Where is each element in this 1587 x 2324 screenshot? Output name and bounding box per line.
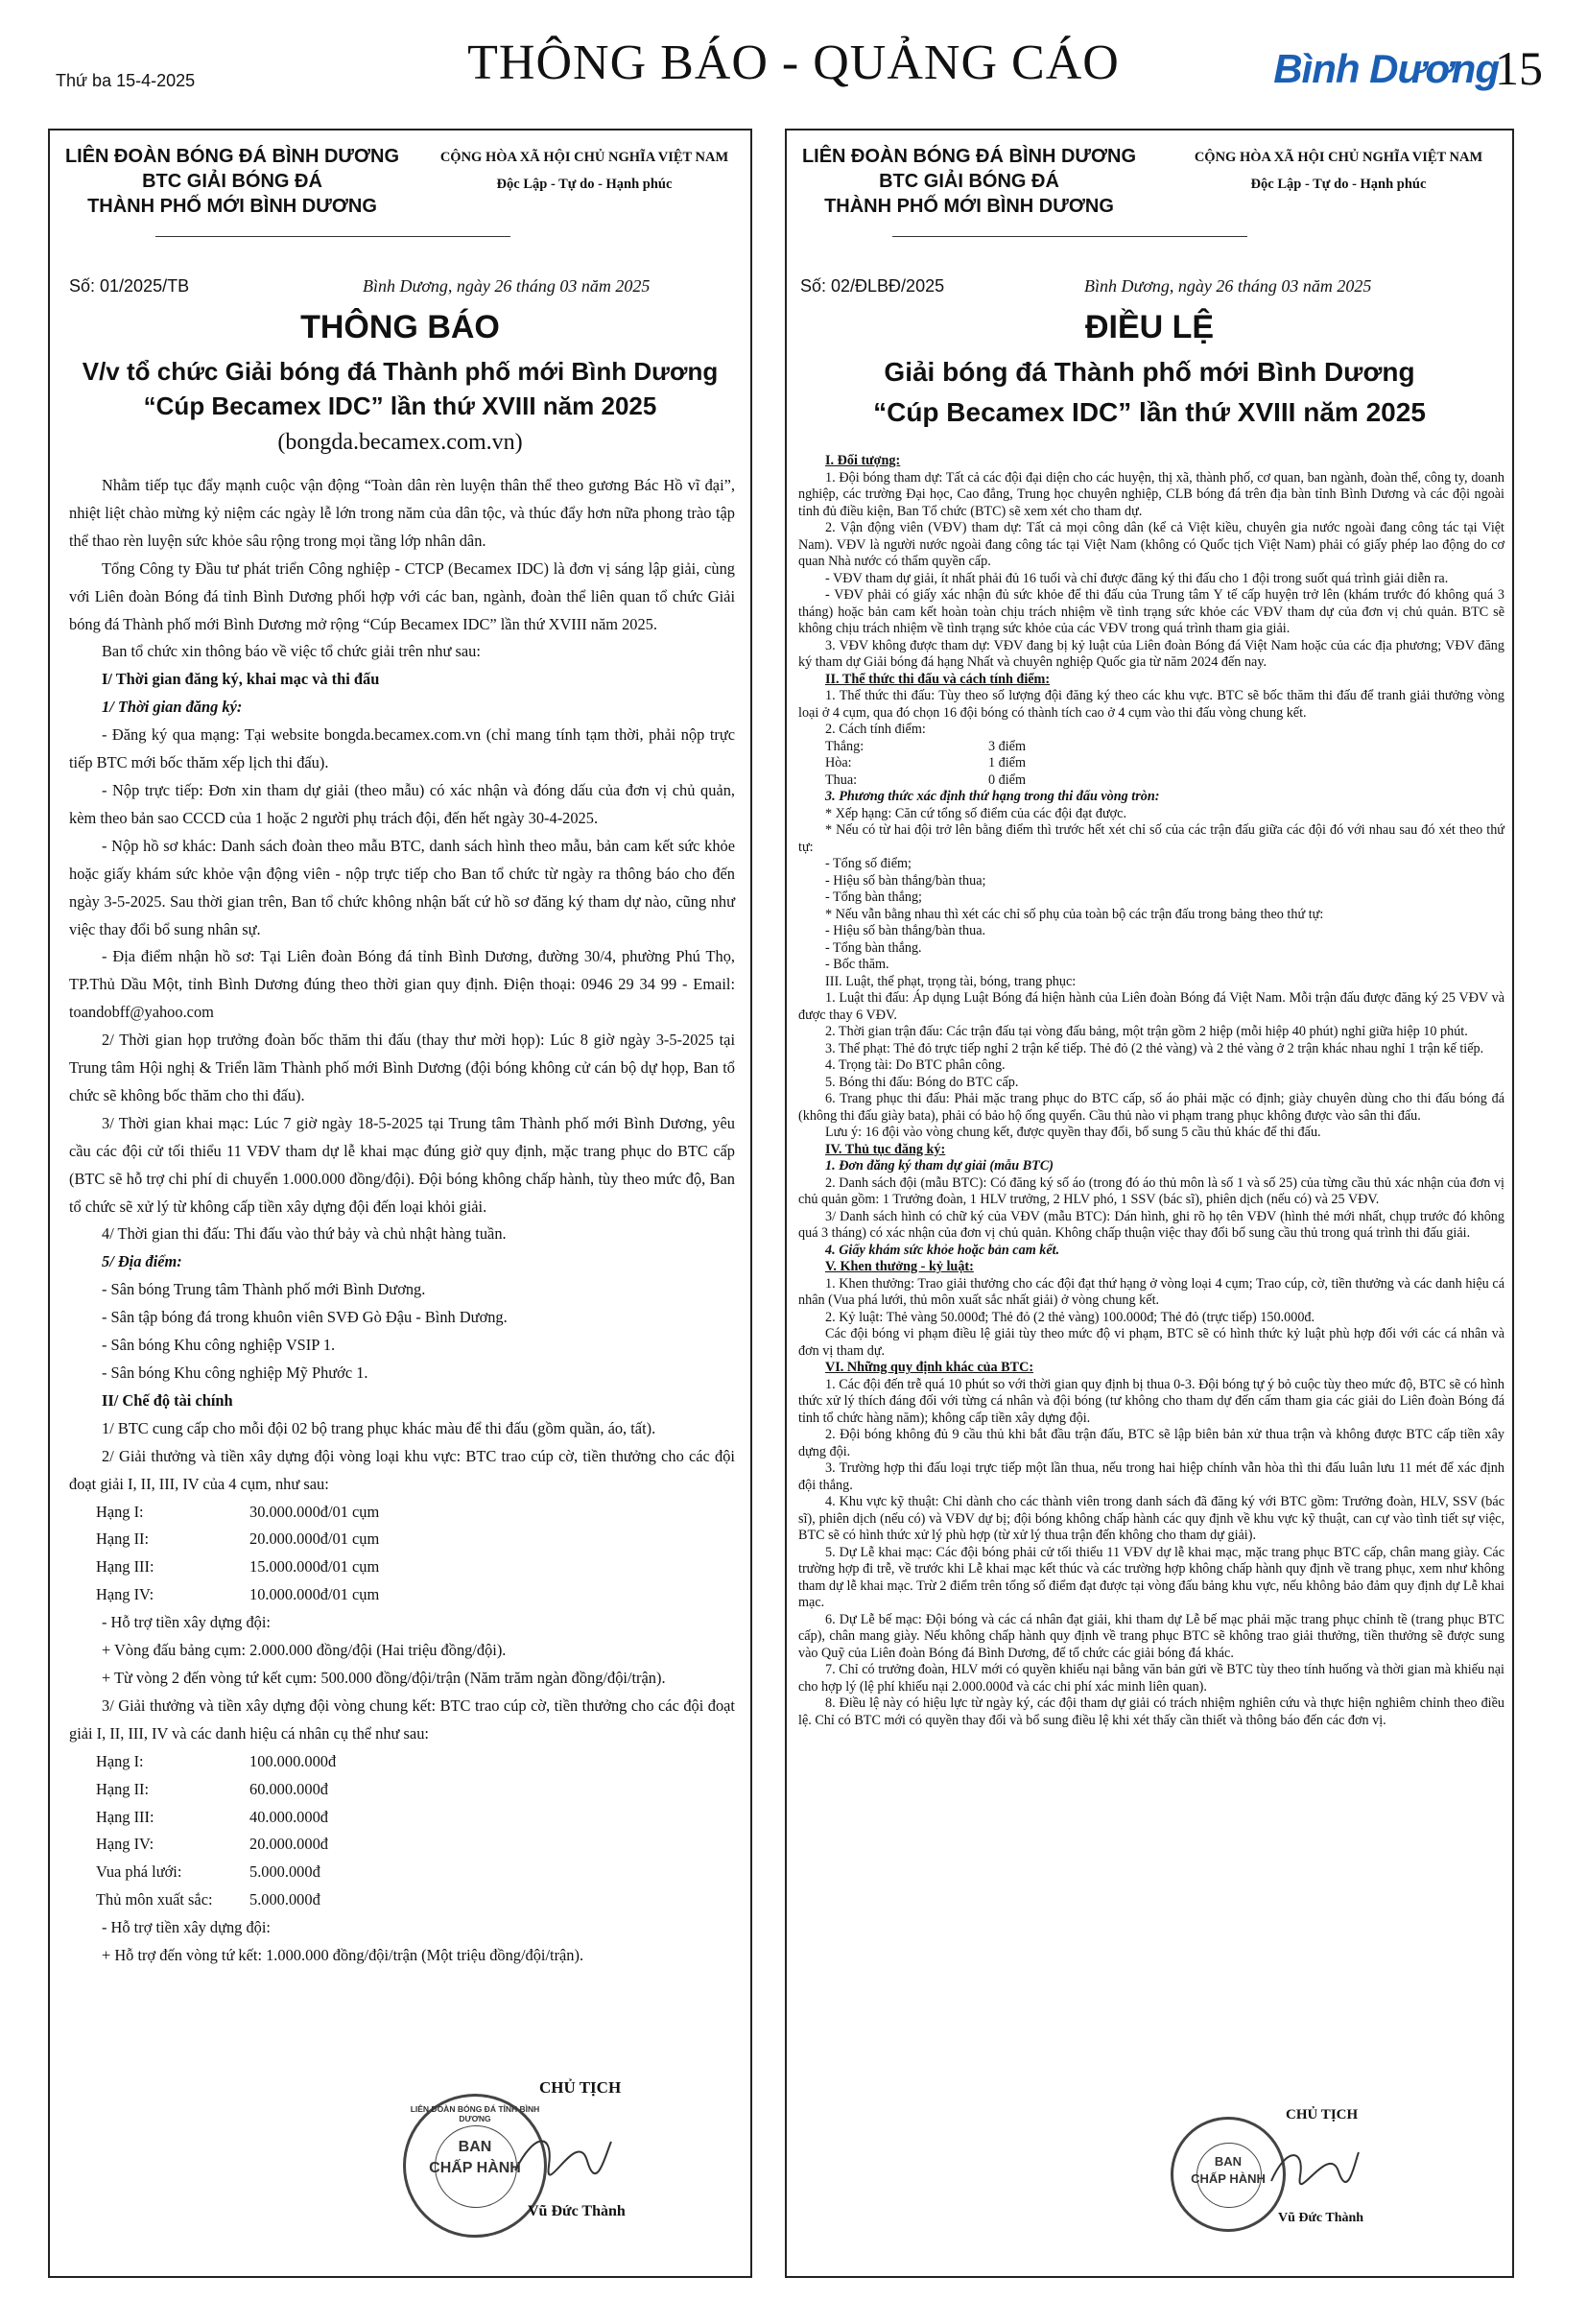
paragraph: - Nộp hồ sơ khác: Danh sách đoàn theo mẫu BTC, danh sách hình theo mẫu, bản cam kết sức khỏe hoặc giấy khám sức khỏe vận động viên - nộp trực tiếp cho Ban tổ chức từ ngày ra thông báo cho đến ngày 3-5-2025. Sau thời gian trên, Ban tổ chức không nhận bất cứ hồ sơ đăng ký tham dự nào, cũng như việc thay đổi bổ sung nhân sự. bbox=[69, 836, 735, 938]
prize-row bbox=[69, 1553, 735, 1581]
section-heading: II/ Chế độ tài chính bbox=[102, 1390, 233, 1410]
document-number: Số: 02/ĐLBĐ/2025 bbox=[800, 276, 945, 296]
signer-name: Vũ Đức Thành bbox=[528, 2203, 626, 2219]
clause: 2. Kỷ luật: Thẻ vàng 50.000đ; Thẻ đỏ (2 thẻ vàng) 100.000đ; Thẻ đỏ (trực tiếp) 150.000đ. bbox=[825, 1309, 1315, 1325]
signer-title: CHỦ TỊCH bbox=[1286, 2107, 1359, 2122]
clause: 1. Đơn đăng ký tham dự giải (mẫu BTC) bbox=[825, 1158, 1054, 1174]
charter-title: ĐIỀU LỆ bbox=[1084, 309, 1215, 345]
paragraph: 2/ Giải thưởng và tiền xây dựng đội vòng loại khu vực: BTC trao cúp cờ, tiền thưởng cho các đội đoạt giải I, II, III, IV của 4 cụm, như sau: bbox=[69, 1446, 735, 1493]
venue-item: - Sân bóng Trung tâm Thành phố mới Bình Dương. bbox=[102, 1280, 426, 1299]
section-heading: I. Đối tượng: bbox=[825, 453, 901, 468]
prize-amount: 15.000.000đ/01 cụm bbox=[249, 1557, 380, 1577]
prize-amount: 40.000.000đ bbox=[249, 1807, 328, 1826]
paragraph: - Nộp trực tiếp: Đơn xin tham dự giải (theo mẫu) có xác nhận và đóng dấu của đơn vị chủ quản, kèm theo bản sao CCCD của 1 hoặc 2 người phụ trách đội, đến hết ngày 30-4-2025. bbox=[69, 780, 735, 827]
clause: * Nếu vẫn bằng nhau thì xét các chỉ số phụ của toàn bộ các trận đấu trong bảng theo thứ tự: bbox=[825, 906, 1324, 922]
divider bbox=[892, 236, 1247, 237]
section-heading: VI. Những quy định khác của BTC: bbox=[825, 1360, 1034, 1375]
clause: 1. Thể thức thi đấu: Tùy theo số lượng đội đăng ký theo các khu vực. BTC sẽ bốc thăm thi đấu để tranh giải thưởng vòng loại ở 4 cụm, qua đó chọn 16 đội bóng có thành tích cao ở 4 cụm vào thi đấu vòng chung kết. bbox=[798, 688, 1504, 721]
paragraph: - Đăng ký qua mạng: Tại website bongda.becamex.com.vn (chỉ mang tính tạm thời, phải nộp trực tiếp BTC mới bốc thăm xếp lịch thi đấu). bbox=[69, 725, 735, 772]
clause: 4. Giấy khám sức khỏe hoặc bản cam kết. bbox=[825, 1242, 1060, 1258]
clause: 6. Trang phục thi đấu: Phải mặc trang phục do BTC cấp, số áo phải mặc có định; giày chuyên dùng cho thi đấu bóng đá (không thi đấu giày bata), phải có bảo hộ ống quyển. Cầu thủ nào vi phạm trang phục không được vào sân thi đấu. bbox=[798, 1091, 1504, 1124]
paragraph: + Từ vòng 2 đến vòng tứ kết cụm: 500.000 đồng/đội/trận (Năm trăm ngàn đồng/đội/trận). bbox=[102, 1668, 666, 1687]
clause: 3. VĐV không được tham dự: VĐV đang bị kỷ luật của Liên đoàn Bóng đá Việt Nam hoặc của các địa phương; VĐV đăng ký tham dự Giải bóng đá hạng Nhất và chuyên nghiệp Quốc gia từ năm 2024 đến nay. bbox=[798, 637, 1504, 670]
paragraph: - Địa điểm nhận hồ sơ: Tại Liên đoàn Bóng đá tỉnh Bình Dương, đường 30/4, phường Phú Thọ, TP.Thủ Dầu Một, tỉnh Bình Dương đúng theo thời gian quy định. Điện thoại: 0946 29 34 99 - Email: toandobff@yahoo.com bbox=[69, 947, 735, 1022]
prize-rank: Hạng III: bbox=[96, 1807, 154, 1826]
clause: - Hiệu số bàn thắng/bàn thua; bbox=[825, 872, 986, 889]
clause: 3. Phương thức xác định thứ hạng trong thi đấu vòng tròn: bbox=[825, 789, 1160, 804]
clause: 1. Luật thi đấu: Áp dụng Luật Bóng đá hiện hành của Liên đoàn Bóng đá Việt Nam. Mỗi trận đấu được đăng ký 25 VĐV và được thay 6 VĐV. bbox=[798, 990, 1504, 1023]
points-value: 0 điểm bbox=[988, 771, 1027, 788]
seal-ring-text: LIÊN ĐOÀN BÓNG ĐÁ TỈNH BÌNH DƯƠNG bbox=[410, 2104, 540, 2123]
points-result: Thua: bbox=[825, 771, 858, 788]
prize-row bbox=[69, 1804, 735, 1832]
document-date: Bình Dương, ngày 26 tháng 03 năm 2025 bbox=[1084, 276, 1372, 296]
clause: 1. Khen thưởng: Trao giải thưởng cho các đội đạt thứ hạng ở vòng loại 4 cụm; Trao cúp, cờ, tiền thưởng và các danh hiệu cá nhân (Vua phá lưới, thủ môn xuất sắc nhất giải) ở vòng chung kết. bbox=[798, 1275, 1504, 1308]
clause: 8. Điều lệ này có hiệu lực từ ngày ký, các đội tham dự giải có trách nhiệm nghiên cứu và thực hiện nghiêm chỉnh theo điều lệ. Chỉ có BTC mới có quyền thay đổi và bổ sung điều lệ khi xét thấy cần thiết và thông báo đến các đơn vị. bbox=[798, 1696, 1504, 1728]
prize-row bbox=[69, 1831, 735, 1859]
subsection-heading: 1/ Thời gian đăng ký: bbox=[102, 698, 243, 717]
prize-rank: Hạng IV: bbox=[96, 1585, 154, 1604]
seal-text: CHẤP HÀNH bbox=[1191, 2171, 1266, 2186]
points-row bbox=[798, 755, 1504, 772]
clause: - Hiệu số bàn thắng/bàn thua. bbox=[825, 923, 986, 938]
notice-subtitle: “Cúp Becamex IDC” lần thứ XVIII năm 2025 bbox=[143, 391, 657, 420]
clause: 6. Dự Lễ bế mạc: Đội bóng và các cá nhân đạt giải, khi tham dự Lễ bế mạc phải mặc trang phục chỉnh tề (trang phục BTC cấp), chân mang giày. Nếu không chấp hành quy định về trang phục BTC sẽ không trao giải thưởng, tiền thưởng sẽ được sung vào Quỹ của Liên đoàn Bóng đá Bình Dương, để tổ chức các giải bóng đá khác. bbox=[798, 1611, 1504, 1661]
motto-line: Độc Lập - Tự do - Hạnh phúc bbox=[496, 177, 673, 192]
seal-text: BAN bbox=[458, 2139, 492, 2155]
subsection-heading: 5/ Địa điểm: bbox=[102, 1252, 182, 1271]
venue-item: - Sân tập bóng đá trong khuôn viên SVĐ Gò Đậu - Bình Dương. bbox=[102, 1308, 508, 1327]
prize-row bbox=[69, 1776, 735, 1804]
clause: 2. Vận động viên (VĐV) tham dự: Tất cả mọi công dân (kể cả Việt kiều, chuyên gia nước ngoài đang công tác tại Việt Nam). VĐV là người nước ngoài đang công tác tại Việt Nam (không có Quốc tịch Việt Nam) phải có giấy phép lao động do cơ quan Nhà nước có thẩm quyền cấp. bbox=[798, 520, 1504, 569]
paragraph: + Hỗ trợ đến vòng tứ kết: 1.000.000 đồng/đội/trận (Một triệu đồng/đội/trận). bbox=[102, 1946, 584, 1965]
prize-rank: Hạng II: bbox=[96, 1530, 150, 1549]
charter-national-motto bbox=[1171, 144, 1506, 198]
clause: 3/ Danh sách hình có chữ ký của VĐV (mẫu BTC): Dán hình, ghi rõ họ tên VĐV (hình thẻ mới nhất, chụp trước đó không quá 3 tháng) có xác nhận của đơn vị chủ quản. Không chấp thuận việc thay đổi bổ sung cầu thủ trong quá trình thi đấu giải. bbox=[798, 1208, 1504, 1241]
paragraph: 3/ Giải thưởng và tiền xây dựng đội vòng chung kết: BTC trao cúp cờ, tiền thưởng cho các đội đoạt giải I, II, III, IV và các danh hiệu cá nhân cụ thể như sau: bbox=[69, 1696, 735, 1743]
issue-date: Thứ ba 15-4-2025 bbox=[56, 71, 196, 90]
paragraph: 3/ Thời gian khai mạc: Lúc 7 giờ ngày 18-5-2025 tại Trung tâm Thành phố mới Bình Dương, yêu cầu các đội cử tối thiểu 11 VĐV tham dự lễ khai mạc đúng giờ quy định, mặc trang phục do BTC cấp (BTC sẽ hỗ trợ chi phí di chuyển 1.000.000 đồng/đội). Đội bóng không chấp hành, tùy theo mức độ, Ban tổ chức sẽ xử lý từ không cấp tiền xây dựng đội đến loại khỏi giải. bbox=[69, 1113, 735, 1216]
clause: * Nếu có từ hai đội trở lên bằng điểm thì trước hết xét chỉ số của các trận đấu giữa các đội đó với nhau sau đó xét theo thứ tự: bbox=[798, 822, 1504, 855]
notice-subtitle: V/v tổ chức Giải bóng đá Thành phố mới Bình Dương bbox=[82, 357, 719, 386]
clause: - Tổng số điểm; bbox=[825, 856, 912, 871]
clause: - VĐV tham dự giải, ít nhất phải đủ 16 tuổi và chỉ được đăng ký thi đấu cho 1 đội trong suốt quá trình giải diễn ra. bbox=[825, 570, 1449, 586]
signer-title: CHỦ TỊCH bbox=[539, 2078, 622, 2097]
clause: - VĐV phải có giấy xác nhận đủ sức khỏe để thi đấu của Trung tâm Y tế cấp huyện trở lên (khám trước đó không quá 3 tháng) hoặc bản cam kết hoàn toàn chịu trách nhiệm về tình trạng sức khỏe các VĐV tham dự của đơn vị chủ quản. BTC sẽ không chịu trách nhiệm về tình trạng sức khỏe của các VĐV trong quá trình tham gia giải. bbox=[798, 587, 1504, 636]
prize-amount: 30.000.000đ/01 cụm bbox=[249, 1502, 380, 1521]
org-line: LIÊN ĐOÀN BÓNG ĐÁ BÌNH DƯƠNG bbox=[64, 146, 400, 167]
page-number: 15 bbox=[1495, 41, 1543, 95]
prize-rank: Hạng III: bbox=[96, 1557, 154, 1577]
prize-amount: 5.000.000đ bbox=[249, 1862, 320, 1882]
org-line: BTC GIẢI BÓNG ĐÁ bbox=[142, 171, 322, 192]
document-number: Số: 01/2025/TB bbox=[69, 276, 190, 296]
clause: 1. Đội bóng tham dự: Tất cả các đội đại diện cho các huyện, thị xã, thành phố, cơ quan, ban ngành, đoàn thể, công ty, doanh nghiệp, các trường Đại học, Cao đẳng, Trung học chuyên nghiệp, CLB bóng đá trên địa bàn tỉnh Bình Dương và các đội ngoài tỉnh đủ điều kiện, Ban Tổ chức (BTC) sẽ xem xét cho tham dự. bbox=[798, 469, 1504, 519]
prize-row bbox=[69, 1748, 735, 1776]
section-heading: IV. Thủ tục đăng ký: bbox=[825, 1141, 946, 1157]
section-heading: I/ Thời gian đăng ký, khai mạc và thi đấu bbox=[102, 670, 380, 689]
prize-rank: Hạng II: bbox=[96, 1779, 150, 1798]
prize-rank: Hạng I: bbox=[96, 1502, 144, 1521]
signature bbox=[1267, 2138, 1362, 2195]
prize-row bbox=[69, 1859, 735, 1886]
charter-organization bbox=[787, 144, 1151, 219]
prize-row bbox=[69, 1581, 735, 1609]
paragraph: Tổng Công ty Đầu tư phát triển Công nghiệp - CTCP (Becamex IDC) là đơn vị sáng lập giải, cùng với Liên đoàn Bóng đá tỉnh Bình Dương phối hợp với các ban, ngành, đoàn thể liên quan tổ chức Giải bóng đá Thành phố mới Bình Dương mở rộng “Cúp Becamex IDC” lần thứ XVIII năm 2025. bbox=[69, 558, 735, 633]
signature bbox=[510, 2122, 616, 2190]
prize-rank: Vua phá lưới: bbox=[96, 1862, 182, 1882]
charter-subtitle: “Cúp Becamex IDC” lần thứ XVIII năm 2025 bbox=[873, 397, 1426, 427]
charter-body bbox=[798, 453, 1504, 1729]
clause: - Tổng bàn thắng. bbox=[825, 939, 922, 956]
notice-box bbox=[48, 129, 752, 2278]
paragraph: Ban tổ chức xin thông báo về việc tổ chức giải trên như sau: bbox=[102, 642, 481, 661]
clause: 2. Đội bóng không đủ 9 cầu thủ khi bắt đầu trận đấu, BTC sẽ lập biên bản xử thua trận và không được BTC cấp tiền xây dựng đội. bbox=[798, 1427, 1504, 1459]
notice-body bbox=[69, 472, 735, 1970]
clause: 5. Bóng thi đấu: Bóng do BTC cấp. bbox=[825, 1074, 1019, 1090]
clause: 3. Thể phạt: Thẻ đỏ trực tiếp nghỉ 2 trận kế tiếp. Thẻ đỏ (2 thẻ vàng) và 2 thẻ vàng ở 2 trận khác nhau nghỉ 1 trận kế tiếp. bbox=[825, 1040, 1484, 1056]
prize-row bbox=[69, 1886, 735, 1914]
venue-item: - Sân bóng Khu công nghiệp VSIP 1. bbox=[102, 1336, 336, 1355]
clause: 7. Chỉ có trưởng đoàn, HLV mới có quyền khiếu nại bằng văn bản gửi về BTC tùy theo tính huống và thời gian mà khiếu nại cho hợp lý (lệ phí khiếu nại 2.000.000đ và các chi phí xác minh liên quan). bbox=[798, 1662, 1504, 1695]
paragraph: Nhằm tiếp tục đẩy mạnh cuộc vận động “Toàn dân rèn luyện thân thể theo gương Bác Hồ vĩ đại”, nhiệt liệt chào mừng kỷ niệm các ngày lễ lớn trong năm của dân tộc, và thúc đẩy hơn nữa phong trào tập thể thao rèn luyện sức khỏe sâu rộng trong mọi tầng lớp nhân dân. bbox=[69, 476, 735, 550]
prize-amount: 20.000.000đ bbox=[249, 1835, 328, 1854]
prize-amount: 20.000.000đ/01 cụm bbox=[249, 1530, 380, 1549]
motto-line: Độc Lập - Tự do - Hạnh phúc bbox=[1250, 177, 1427, 192]
points-row bbox=[798, 772, 1504, 790]
prize-amount: 5.000.000đ bbox=[249, 1890, 320, 1909]
nation-line: CỘNG HÒA XÃ HỘI CHỦ NGHĨA VIỆT NAM bbox=[1194, 150, 1483, 165]
prize-amount: 10.000.000đ/01 cụm bbox=[249, 1585, 380, 1604]
paragraph: - Hỗ trợ tiền xây dựng đội: bbox=[102, 1918, 271, 1937]
newspaper-logo: Bình Dương bbox=[1273, 46, 1499, 91]
prize-row bbox=[69, 1499, 735, 1527]
org-line: THÀNH PHỐ MỚI BÌNH DƯƠNG bbox=[87, 196, 377, 217]
signer-name: Vũ Đức Thành bbox=[1278, 2211, 1364, 2225]
prize-rank: Hạng IV: bbox=[96, 1835, 154, 1854]
prize-amount: 60.000.000đ bbox=[249, 1779, 328, 1798]
clause: 4. Trọng tài: Do BTC phân công. bbox=[825, 1057, 1006, 1073]
section-heading: V. Khen thưởng - kỷ luật: bbox=[825, 1259, 974, 1274]
paragraph: + Vòng đấu bảng cụm: 2.000.000 đồng/đội (Hai triệu đồng/đội). bbox=[102, 1641, 507, 1660]
points-result: Thắng: bbox=[825, 738, 865, 754]
clause: 3. Trường hợp thi đấu loại trực tiếp một lần thua, nếu trong hai hiệp chính vẫn hòa thì thi đấu luân lưu 11 mét để xác định đội thắng. bbox=[798, 1460, 1504, 1493]
clause: Lưu ý: 16 đội vào vòng chung kết, được quyền thay đổi, bổ sung 5 cầu thủ khác để thi đấu. bbox=[825, 1125, 1321, 1140]
notice-website: (bongda.becamex.com.vn) bbox=[277, 430, 523, 455]
points-result: Hòa: bbox=[825, 755, 852, 771]
clause: 4. Khu vực kỹ thuật: Chỉ dành cho các thành viên trong danh sách đã đăng ký với BTC gồm: Trưởng đoàn, HLV, SSV (bác sĩ), phiên dịch (nếu có) và VĐV dự bị; đội bóng không chấp hành các quy định về khu vực kỹ thuật, can cự vào tình tiết sự việc, BTC sẽ có hình thức xử lý phù hợp (từ xử lý thua trận đến không cho tham dự giải). bbox=[798, 1494, 1504, 1543]
prize-row bbox=[69, 1526, 735, 1553]
notice-organization bbox=[50, 144, 415, 219]
clause: Các đội bóng vi phạm điều lệ giải tùy theo mức độ vi phạm, BTC sẽ có hình thức kỷ luật phù hợp đối với các cá nhân và đơn vị tham dự. bbox=[798, 1326, 1504, 1359]
divider bbox=[155, 236, 510, 237]
charter-subtitle: Giải bóng đá Thành phố mới Bình Dương bbox=[884, 357, 1415, 387]
page-header bbox=[0, 0, 1587, 115]
clause: 1. Các đội đến trễ quá 10 phút so với thời gian quy định bị thua 0-3. Đội bóng tự ý bỏ cuộc tùy theo mức độ, BTC sẽ có hình thức xử lý thích đáng đối với từng cá nhân và đội bóng (tư không cho tham dự đến cấm tham gia các giải do Liên đoàn Bóng đá tỉnh tổ chức hàng năm); không cấp tiền xây dựng đội. bbox=[798, 1376, 1504, 1426]
clause: * Xếp hạng: Căn cứ tổng số điểm của các đội đạt được. bbox=[825, 805, 1127, 821]
org-line: THÀNH PHỐ MỚI BÌNH DƯƠNG bbox=[824, 196, 1114, 217]
venue-item: - Sân bóng Khu công nghiệp Mỹ Phước 1. bbox=[102, 1364, 368, 1382]
section-heading: III. Luật, thể phạt, trọng tài, bóng, trang phục: bbox=[825, 973, 1077, 989]
nation-line: CỘNG HÒA XÃ HỘI CHỦ NGHĨA VIỆT NAM bbox=[439, 150, 729, 165]
org-line: BTC GIẢI BÓNG ĐÁ bbox=[879, 171, 1059, 192]
charter-box bbox=[785, 129, 1514, 2278]
points-value: 3 điểm bbox=[988, 738, 1027, 754]
clause: - Tổng bàn thắng; bbox=[825, 889, 923, 905]
prize-rank: Hạng I: bbox=[96, 1751, 144, 1770]
clause: 2. Danh sách đội (mẫu BTC): Có đăng ký số áo (trong đó áo thủ môn là số 1 và số 25) của từng cầu thủ xác nhận của đơn vị chủ quản gồm: 1 Trưởng đoàn, 1 HLV trưởng, 2 HLV phó, 1 SSV (bác sĩ), phiên dịch (nếu có) và 25 VĐV. bbox=[798, 1174, 1504, 1207]
clause: 5. Dự Lễ khai mạc: Các đội bóng phải cử tối thiểu 11 VĐV dự lễ khai mạc, mặc trang phục BTC cấp, chân mang giày. Các trường hợp đi trễ, về trước khi Lễ khai mạc kết thúc và các trường hợp không chấp hành quy định về trang phục, xem như không tham dự lễ khai mạc. Trừ 2 điểm trên tổng số điểm đạt được tại vòng đấu bảng khu vực, nếu không bảo đảm quy định dự Lễ khai mạc. bbox=[798, 1544, 1504, 1610]
paragraph: 2/ Thời gian họp trưởng đoàn bốc thăm thi đấu (thay thư mời họp): Lúc 8 giờ ngày 3-5-2025 tại Trung tâm Hội nghị & Triển lãm Thành phố mới Bình Dương (đội bóng không cử cán bộ dự họp, Ban tổ chức sẽ không bốc thăm cho thi đấu). bbox=[69, 1031, 735, 1104]
notice-title: THÔNG BÁO bbox=[300, 309, 500, 345]
seal-text: BAN bbox=[1214, 2154, 1243, 2169]
section-title: THÔNG BÁO - QUẢNG CÁO bbox=[467, 36, 1120, 90]
section-heading: II. Thể thức thi đấu và cách tính điểm: bbox=[825, 671, 1051, 687]
paragraph: 4/ Thời gian thi đấu: Thi đấu vào thứ bảy và chủ nhật hàng tuần. bbox=[102, 1224, 507, 1244]
points-value: 1 điểm bbox=[988, 755, 1027, 771]
prize-rank: Thủ môn xuất sắc: bbox=[96, 1890, 213, 1909]
document-date: Bình Dương, ngày 26 tháng 03 năm 2025 bbox=[363, 276, 651, 296]
clause: 2. Thời gian trận đấu: Các trận đấu tại vòng đấu bảng, một trận gồm 2 hiệp (mỗi hiệp 40 phút) nghỉ giữa hiệp 10 phút. bbox=[825, 1024, 1468, 1039]
clause: 2. Cách tính điểm: bbox=[825, 722, 926, 737]
paragraph: - Hỗ trợ tiền xây dựng đội: bbox=[102, 1613, 271, 1632]
notice-national-motto bbox=[424, 144, 745, 198]
clause: - Bốc thăm. bbox=[825, 957, 889, 972]
org-line: LIÊN ĐOÀN BÓNG ĐÁ BÌNH DƯƠNG bbox=[801, 146, 1137, 167]
seal-text: CHẤP HÀNH bbox=[429, 2160, 521, 2176]
prize-amount: 100.000.000đ bbox=[249, 1751, 337, 1770]
paragraph: 1/ BTC cung cấp cho mỗi đội 02 bộ trang phục khác màu để thi đấu (gồm quần, áo, tất). bbox=[102, 1418, 656, 1437]
points-row bbox=[798, 739, 1504, 756]
